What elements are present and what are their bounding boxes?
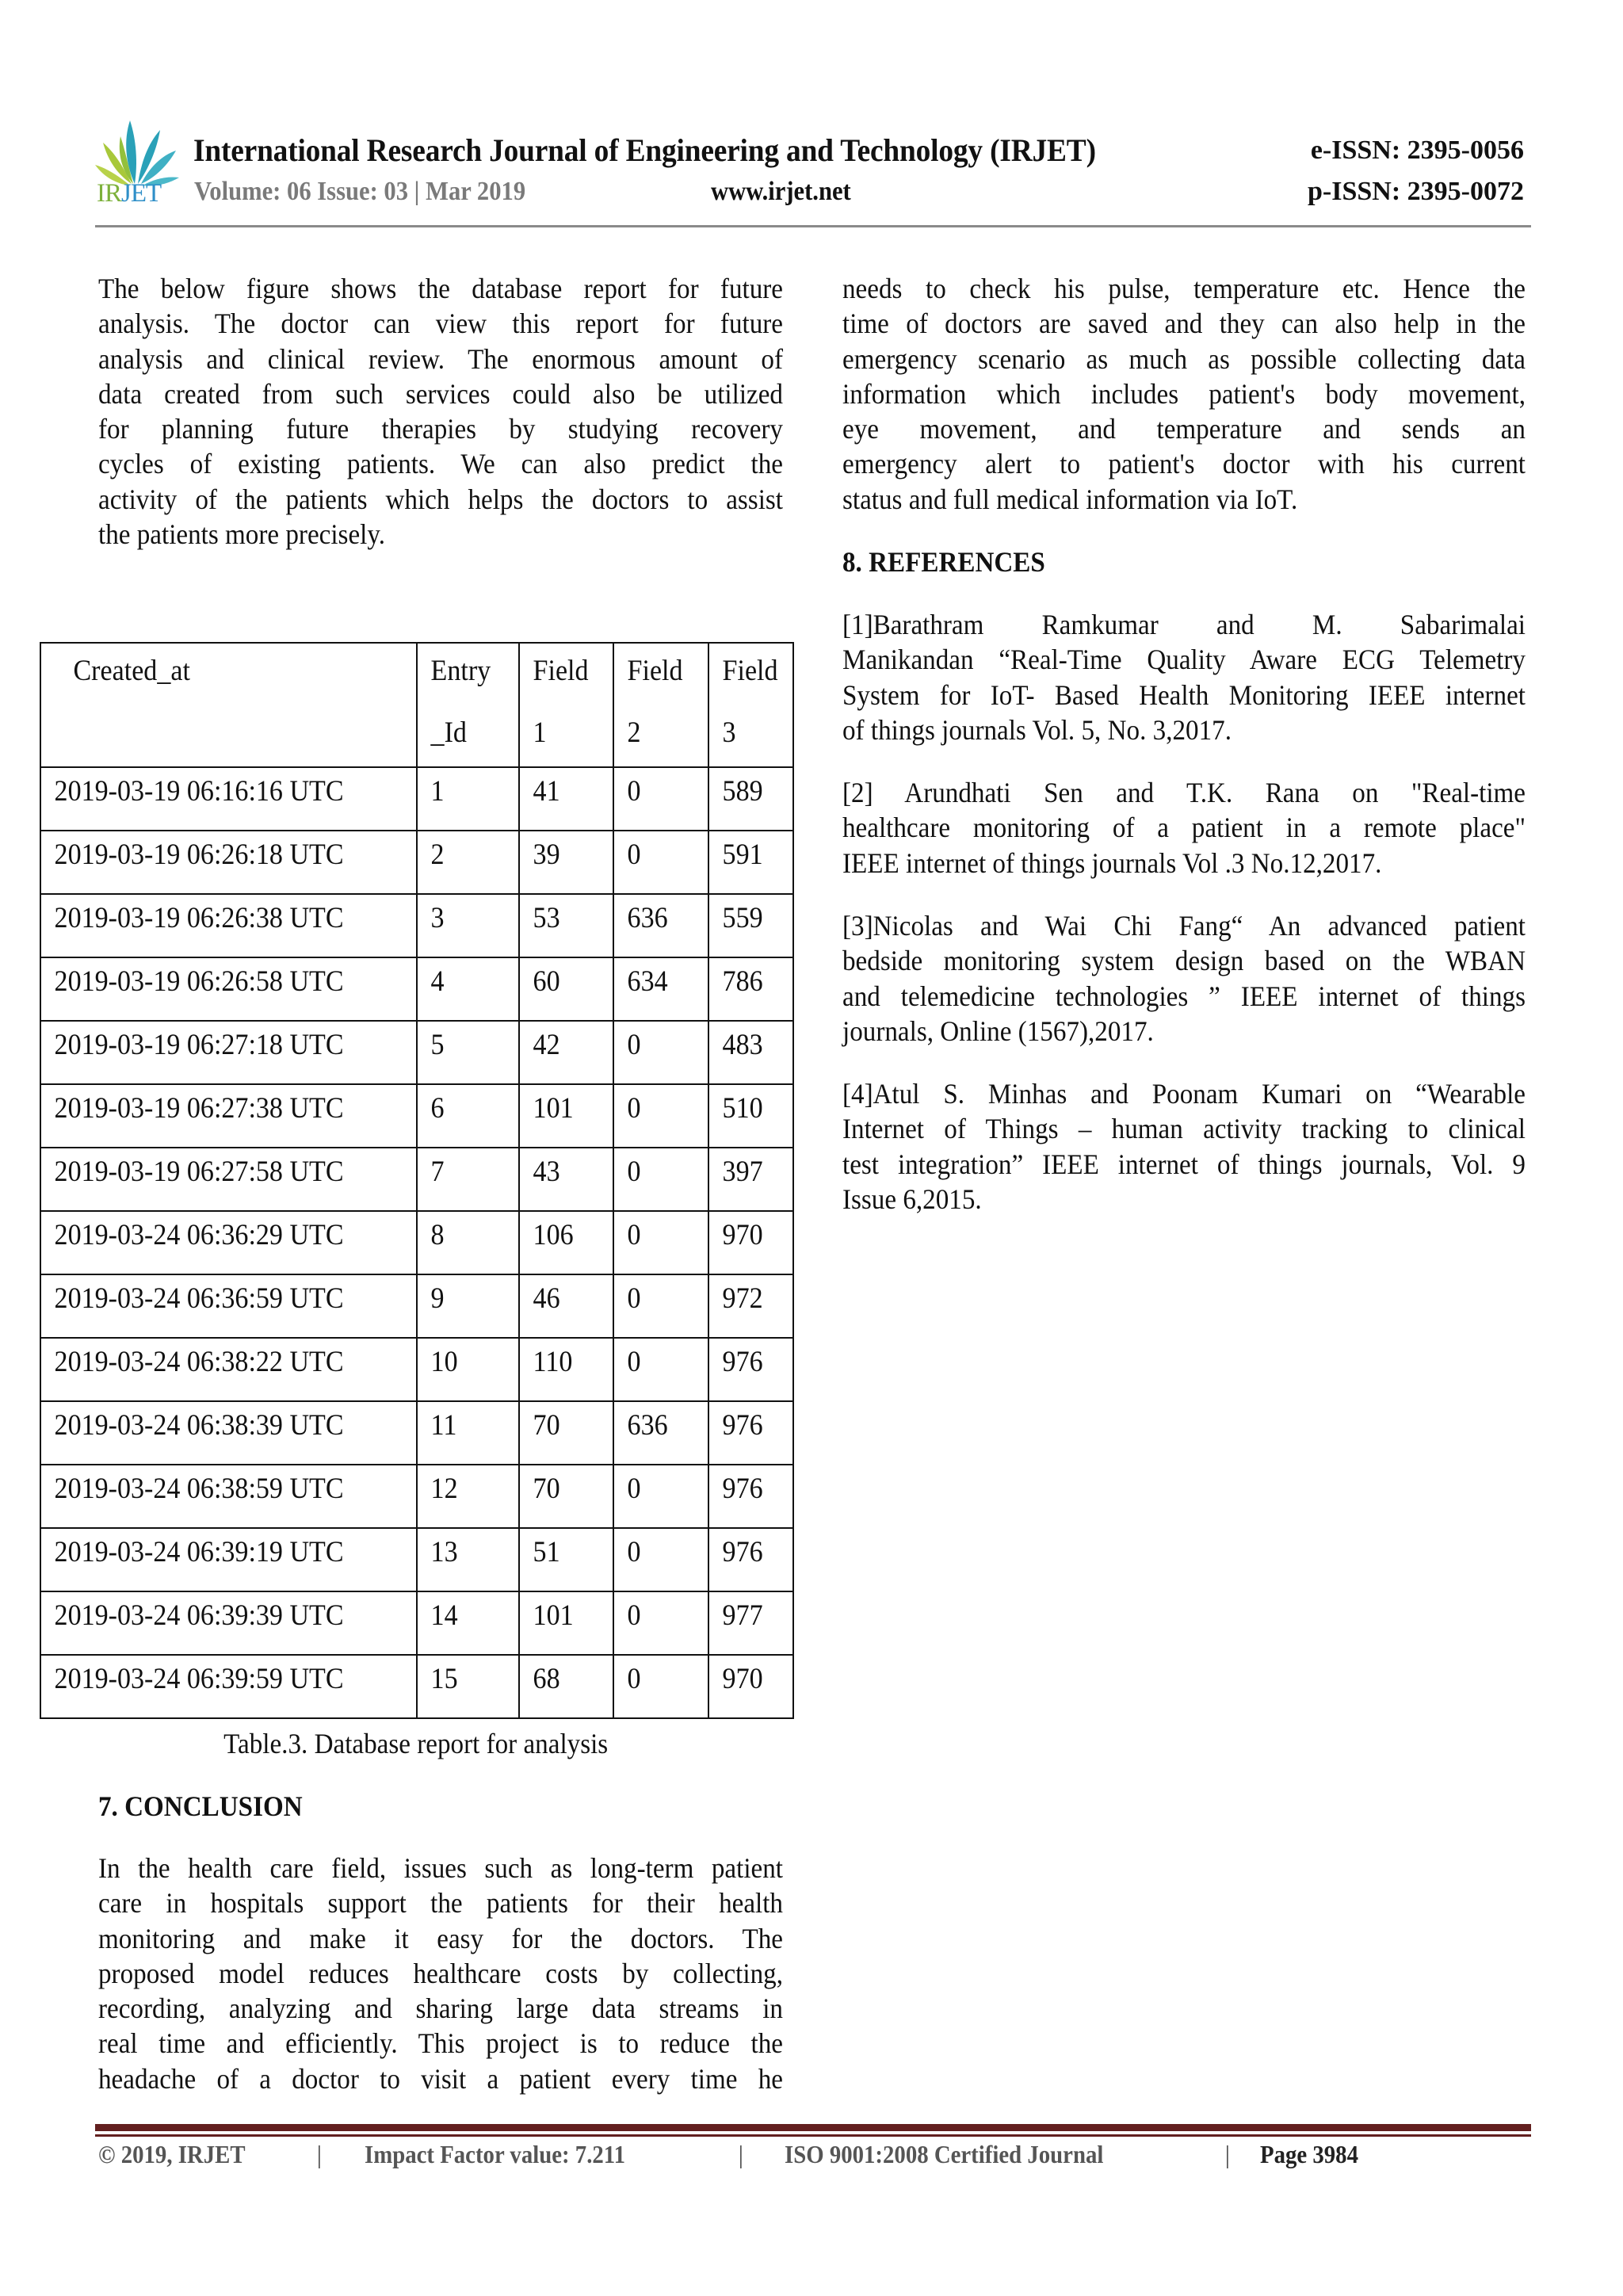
cell-entry-id: 7 [417,1148,519,1211]
cell-field-1: 68 [519,1655,613,1718]
header-field-2: Field 2 [613,643,708,767]
cell-created-at: 2019-03-24 06:39:39 UTC [40,1591,417,1655]
cell-field-1: 70 [519,1401,613,1465]
text-line: IEEE internet of things journals Vol .3 No.12,2017. [842,846,1382,879]
cell-entry-id: 2 [417,831,519,894]
cell-field-3: 591 [708,831,793,894]
text-line: [2] Arundhati Sen and T.K. Rana on "Real-time [842,777,1526,808]
cell-field-3: 970 [708,1655,793,1718]
cell-field-1: 101 [519,1591,613,1655]
cell-field-3: 970 [708,1211,793,1274]
text-line: needs to check his pulse, temperature etc. Hence the [842,273,1526,304]
database-report-table [40,642,794,1719]
footer-copyright: © 2019, IRJET [98,2140,246,2168]
table-row [40,1591,793,1655]
cell-created-at: 2019-03-19 06:26:58 UTC [40,957,417,1021]
cell-field-2: 0 [613,1021,708,1084]
table-row [40,1148,793,1211]
cell-entry-id: 1 [417,767,519,831]
cell-created-at: 2019-03-19 06:27:18 UTC [40,1021,417,1084]
cell-field-1: 70 [519,1465,613,1528]
text-line: [1]Barathram Ramkumar and M. Sabarimalai [842,609,1526,640]
text-line: Internet of Things – human activity tracking to clinical [842,1113,1526,1145]
footer-separator: | [1225,2140,1230,2168]
header-field-3: Field 3 [708,643,793,767]
cell-created-at: 2019-03-24 06:38:39 UTC [40,1401,417,1465]
text-line: analysis. The doctor can view this report for future [98,308,783,340]
logo-wordmark [97,179,161,208]
cell-field-1: 53 [519,894,613,957]
text-line: journals, Online (1567),2017. [842,1014,1154,1047]
text-line: bedside monitoring system design based on the WBAN [842,945,1526,977]
cell-field-2: 0 [613,1528,708,1591]
text-line: of things journals Vol. 5, No. 3,2017. [842,713,1232,746]
cell-field-3: 589 [708,767,793,831]
cell-field-1: 42 [519,1021,613,1084]
cell-field-3: 559 [708,894,793,957]
header-divider [95,225,1531,227]
table-row [40,1655,793,1718]
cell-field-1: 60 [519,957,613,1021]
cell-field-1: 110 [519,1338,613,1401]
cell-field-2: 0 [613,1211,708,1274]
cell-field-1: 39 [519,831,613,894]
table-caption: Table.3. Database report for analysis [223,1728,609,1759]
cell-field-2: 636 [613,894,708,957]
text-line: real time and efficiently. This project is to reduce the [98,2027,783,2060]
text-line: healthcare monitoring of a patient in a remote place" [842,812,1526,844]
cell-entry-id: 6 [417,1084,519,1148]
cell-field-1: 101 [519,1084,613,1148]
cell-entry-id: 11 [417,1401,519,1465]
cell-field-1: 51 [519,1528,613,1591]
cell-field-2: 0 [613,1084,708,1148]
text-line: eye movement, and temperature and sends an [842,413,1526,445]
cell-entry-id: 14 [417,1591,519,1655]
text-line: recording, analyzing and sharing large data streams in [98,1992,783,2025]
text-line: System for IoT- Based Health Monitoring IEEE internet [842,678,1526,711]
cell-field-2: 636 [613,1401,708,1465]
cell-field-2: 0 [613,1148,708,1211]
text-line: The below figure shows the database report for future [98,273,783,304]
leaf-emblem-icon [94,116,181,187]
cell-created-at: 2019-03-24 06:38:22 UTC [40,1338,417,1401]
table-row [40,1528,793,1591]
footer-separator: | [317,2140,322,2168]
table-row [40,1274,793,1338]
cell-entry-id: 8 [417,1211,519,1274]
cell-field-3: 483 [708,1021,793,1084]
text-line: cycles of existing patients. We can also predict the [98,448,783,480]
table-row [40,894,793,957]
cell-field-1: 41 [519,767,613,831]
cell-created-at: 2019-03-24 06:36:59 UTC [40,1274,417,1338]
table-row [40,831,793,894]
table-row [40,1401,793,1465]
cell-entry-id: 15 [417,1655,519,1718]
cell-field-3: 976 [708,1528,793,1591]
cell-field-2: 0 [613,1465,708,1528]
footer-iso-certification: ISO 9001:2008 Certified Journal [785,2140,1104,2168]
cell-created-at: 2019-03-19 06:26:38 UTC [40,894,417,957]
cell-entry-id: 3 [417,894,519,957]
cell-field-2: 0 [613,767,708,831]
text-line: and telemedicine technologies ” IEEE internet of things [842,980,1526,1012]
footer-page-number: Page 3984 [1260,2140,1358,2168]
header-created-at: Created_at [40,643,417,767]
cell-field-1: 46 [519,1274,613,1338]
cell-created-at: 2019-03-24 06:39:19 UTC [40,1528,417,1591]
table-row [40,1465,793,1528]
cell-field-3: 977 [708,1591,793,1655]
text-line: monitoring and make it easy for the doctors. The [98,1922,783,1954]
footer-divider-thick [95,2124,1531,2131]
cell-field-2: 0 [613,1655,708,1718]
table-row [40,957,793,1021]
cell-entry-id: 13 [417,1528,519,1591]
cell-field-2: 0 [613,1591,708,1655]
header-field-1: Field 1 [519,643,613,767]
cell-field-2: 0 [613,1274,708,1338]
footer-separator: | [739,2140,743,2168]
cell-created-at: 2019-03-24 06:38:59 UTC [40,1465,417,1528]
cell-field-2: 0 [613,831,708,894]
text-line: data created from such services could also be utilized [98,377,783,410]
cell-field-3: 397 [708,1148,793,1211]
text-line: activity of the patients which helps the doctors to assist [98,483,783,515]
table-row [40,767,793,831]
table-row [40,1211,793,1274]
conclusion-heading: 7. CONCLUSION [98,1790,303,1822]
cell-field-3: 786 [708,957,793,1021]
table-row [40,1084,793,1148]
text-line: status and full medical information via IoT. [842,483,1298,515]
text-line: time of doctors are saved and they can also help in the [842,308,1526,340]
e-issn: e-ISSN: 2395-0056 [1310,136,1524,165]
table-header-row [40,643,793,767]
journal-website: www.irjet.net [711,177,851,206]
cell-field-3: 510 [708,1084,793,1148]
cell-created-at: 2019-03-24 06:36:29 UTC [40,1211,417,1274]
cell-field-3: 972 [708,1274,793,1338]
cell-entry-id: 10 [417,1338,519,1401]
cell-field-1: 43 [519,1148,613,1211]
logo-text-ir: IR [97,179,121,208]
text-line: [3]Nicolas and Wai Chi Fang“ An advanced patient [842,910,1526,942]
cell-entry-id: 12 [417,1465,519,1528]
cell-field-2: 634 [613,957,708,1021]
cell-field-2: 0 [613,1338,708,1401]
text-line: test integration” IEEE internet of things journals, Vol. 9 [842,1148,1526,1180]
intro-paragraph-left [98,271,783,552]
table-row [40,1021,793,1084]
journal-title: International Research Journal of Engineering and Technology (IRJET) [193,132,1096,168]
cell-created-at: 2019-03-24 06:39:59 UTC [40,1655,417,1718]
logo-text-jet: JET [121,179,162,208]
table-row [40,1338,793,1401]
text-line: Manikandan “Real-Time Quality Aware ECG Telemetry [842,644,1526,676]
text-line: [4]Atul S. Minhas and Poonam Kumari on “Wearable [842,1078,1526,1110]
cell-created-at: 2019-03-19 06:16:16 UTC [40,767,417,831]
table-body [40,767,793,1718]
cell-created-at: 2019-03-19 06:27:58 UTC [40,1148,417,1211]
references-heading: 8. REFERENCES [842,546,1045,578]
reference-item-4 [842,1076,1526,1217]
cell-created-at: 2019-03-19 06:27:38 UTC [40,1084,417,1148]
cell-entry-id: 4 [417,957,519,1021]
cell-entry-id: 9 [417,1274,519,1338]
cell-entry-id: 5 [417,1021,519,1084]
conclusion-paragraph [98,1851,783,2096]
volume-issue-info: Volume: 06 Issue: 03 | Mar 2019 [194,177,526,206]
intro-paragraph-right [842,271,1526,517]
footer-divider-thin [95,2134,1531,2137]
text-line: headache of a doctor to visit a patient every time he [98,2062,783,2095]
text-line: emergency alert to patient's doctor with his current [842,448,1526,480]
reference-item-3 [842,908,1526,1049]
header-entry-id: Entry _Id [417,643,519,767]
text-line: In the health care field, issues such as long-term patient [98,1852,783,1884]
text-line: the patients more precisely. [98,518,386,551]
text-line: Issue 6,2015. [842,1182,982,1215]
cell-field-1: 106 [519,1211,613,1274]
reference-item-1 [842,607,1526,747]
text-line: proposed model reduces healthcare costs by collecting, [98,1957,783,1989]
text-line: emergency scenario as much as possible collecting data [842,342,1526,375]
text-line: analysis and clinical review. The enormous amount of [98,342,783,375]
text-line: care in hospitals support the patients for their health [98,1887,783,1920]
cell-field-3: 976 [708,1338,793,1401]
p-issn: p-ISSN: 2395-0072 [1308,177,1524,206]
cell-field-3: 976 [708,1401,793,1465]
footer-impact-factor: Impact Factor value: 7.211 [365,2140,626,2168]
cell-created-at: 2019-03-19 06:26:18 UTC [40,831,417,894]
text-line: for planning future therapies by studying recovery [98,413,783,445]
cell-field-3: 976 [708,1465,793,1528]
reference-item-2 [842,775,1526,881]
text-line: information which includes patient's body movement, [842,377,1526,410]
